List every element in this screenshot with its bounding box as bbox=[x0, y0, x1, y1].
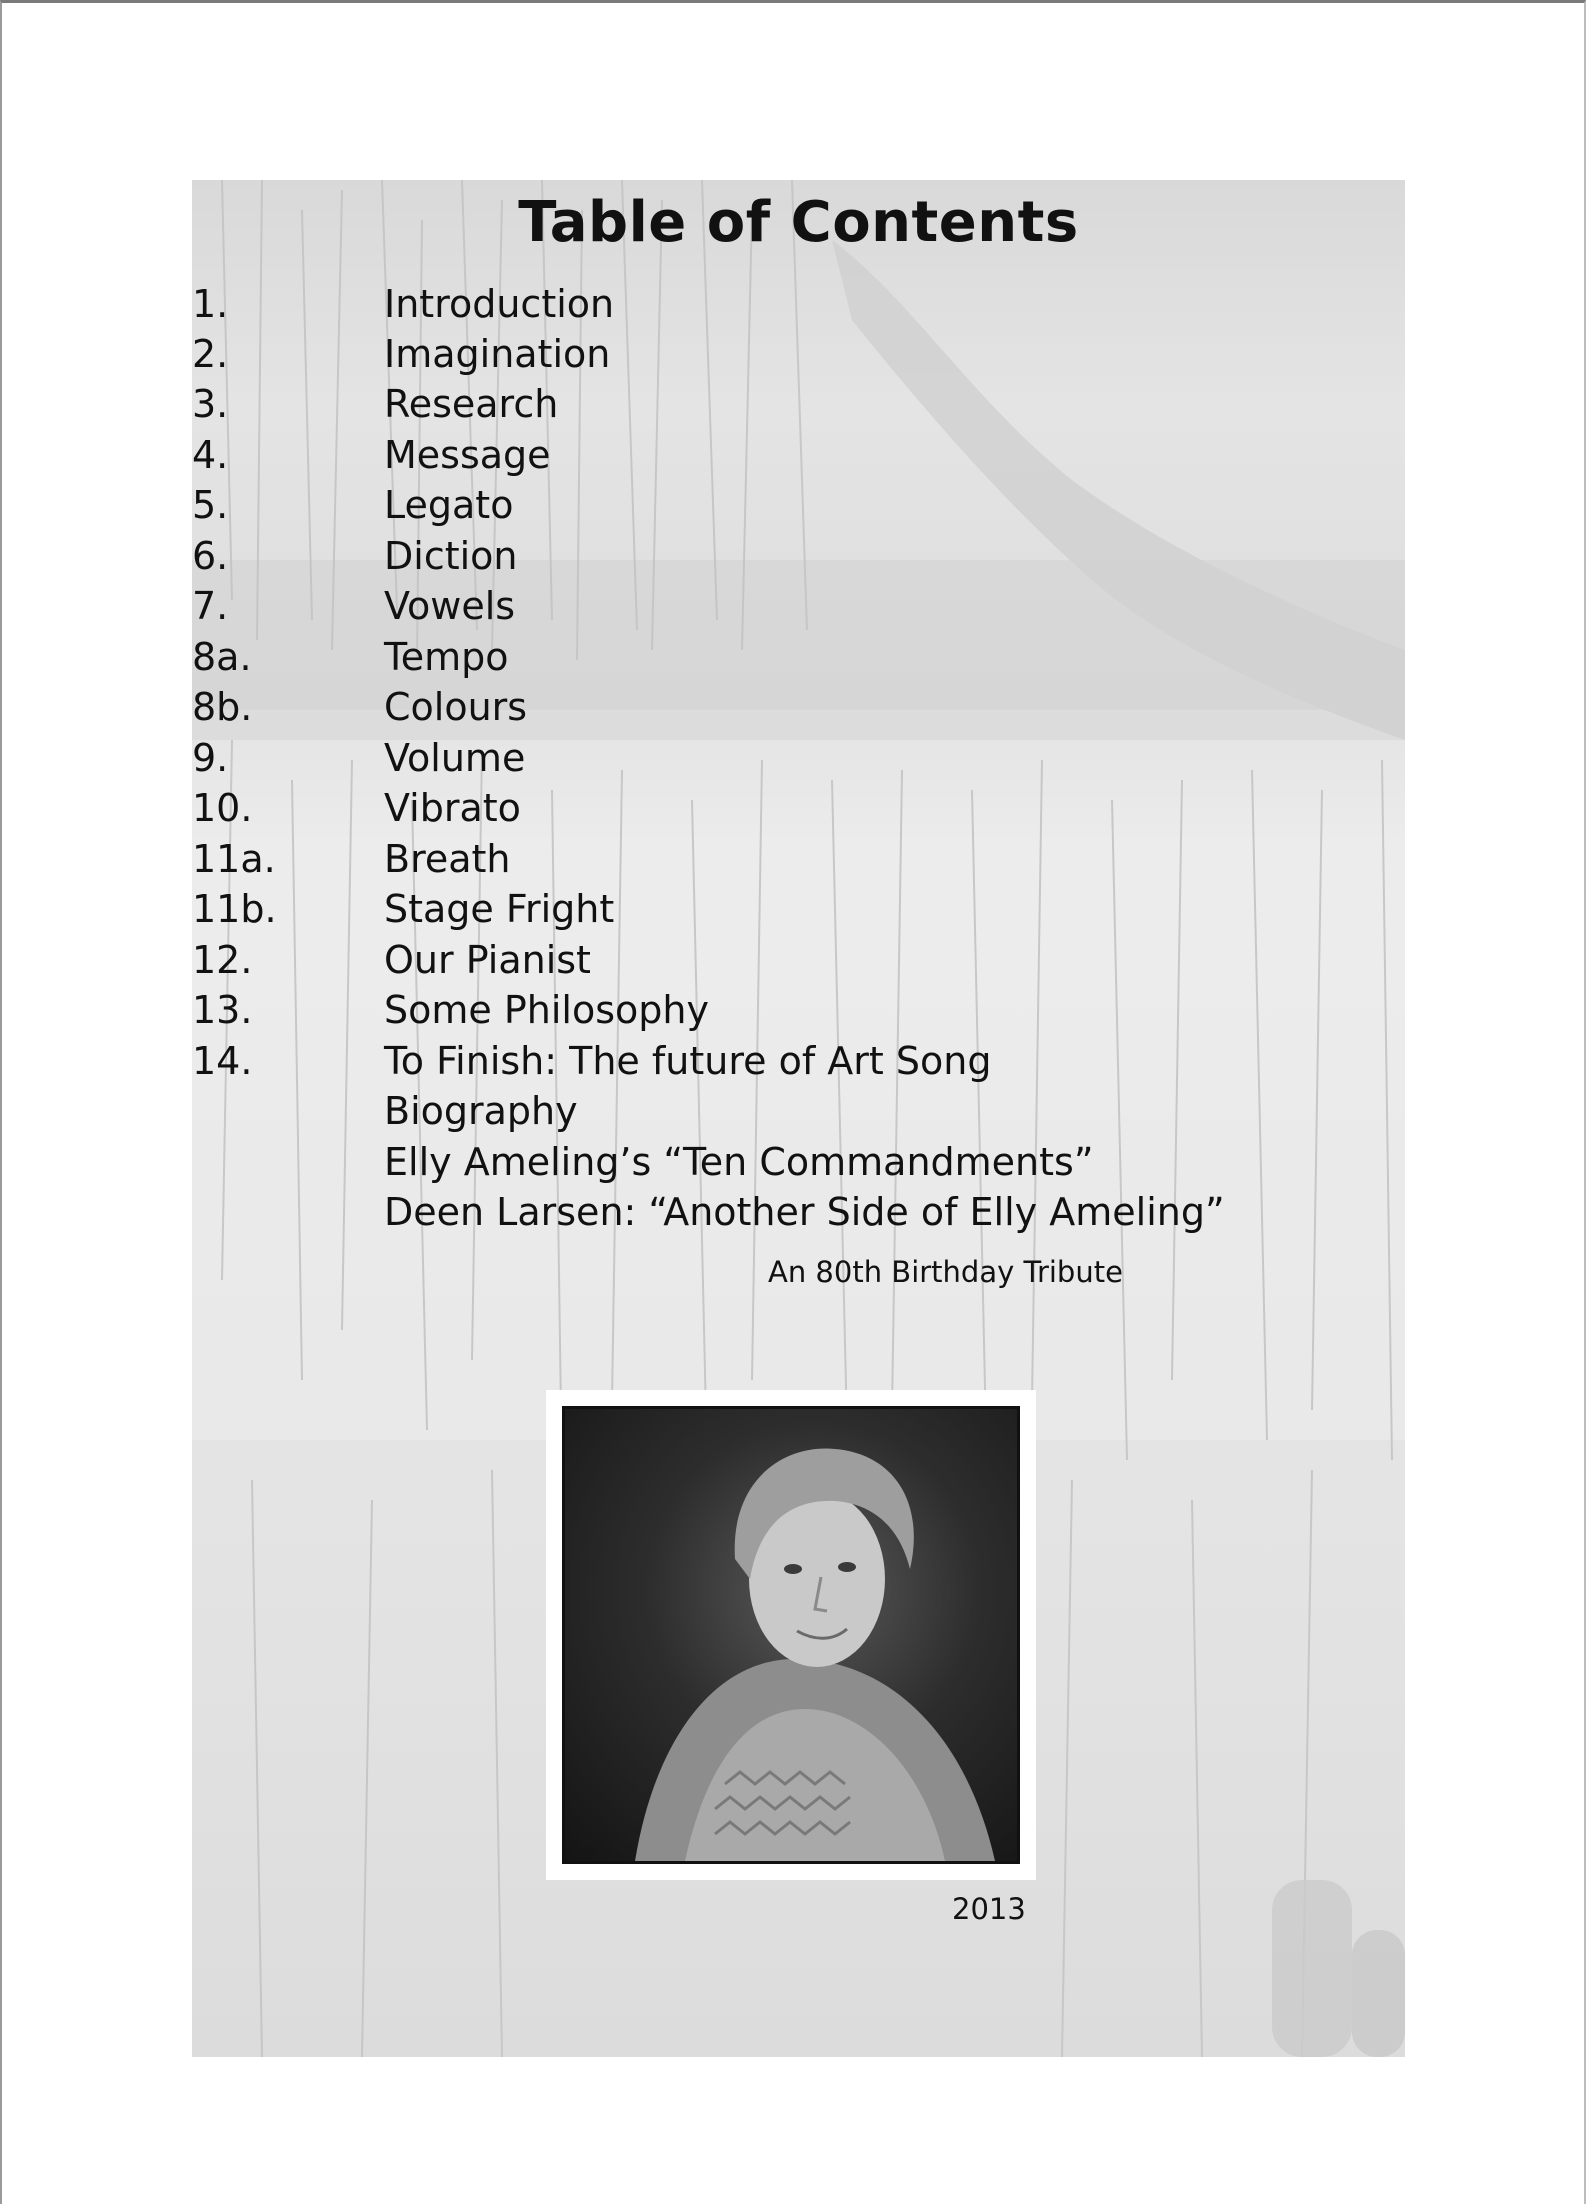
toc-label: Vowels bbox=[384, 584, 516, 628]
portrait-photo bbox=[562, 1406, 1020, 1864]
toc-label: To Finish: The future of Art Song bbox=[384, 1039, 992, 1083]
toc-number: 5. bbox=[192, 483, 229, 527]
page-title: Table of Contents bbox=[518, 190, 1079, 255]
toc-number: 3. bbox=[192, 382, 229, 426]
toc-number: 7. bbox=[192, 584, 229, 628]
toc-number: 9. bbox=[192, 736, 229, 780]
toc-label: Volume bbox=[384, 736, 526, 780]
toc-number: 10. bbox=[192, 786, 253, 830]
toc-number: 1. bbox=[192, 282, 229, 326]
toc-label: Our Pianist bbox=[384, 938, 591, 982]
toc-label: Introduction bbox=[384, 282, 615, 326]
subtitle: An 80th Birthday Tribute bbox=[768, 1255, 1123, 1289]
toc-label: Imagination bbox=[384, 332, 611, 376]
toc-label: Stage Fright bbox=[384, 887, 615, 931]
toc-number: 12. bbox=[192, 938, 253, 982]
toc-label: Legato bbox=[384, 483, 514, 527]
toc-number: 11a. bbox=[192, 837, 276, 881]
toc-number: 6. bbox=[192, 534, 229, 578]
toc-label: Colours bbox=[384, 685, 528, 729]
toc-number: 8a. bbox=[192, 635, 252, 679]
toc-label: Biography bbox=[384, 1089, 578, 1133]
table-of-contents-page bbox=[192, 180, 1405, 2057]
portrait-frame bbox=[546, 1390, 1036, 1880]
toc-label: Deen Larsen: “Another Side of Elly Ameling” bbox=[384, 1190, 1225, 1234]
year-label: 2013 bbox=[952, 1892, 1026, 1926]
toc-number: 11b. bbox=[192, 887, 277, 931]
toc-label: Diction bbox=[384, 534, 518, 578]
toc-label: Elly Ameling’s “Ten Commandments” bbox=[384, 1140, 1094, 1184]
toc-label: Message bbox=[384, 433, 551, 477]
toc-number: 2. bbox=[192, 332, 229, 376]
toc-label: Breath bbox=[384, 837, 511, 881]
toc-number: 13. bbox=[192, 988, 253, 1032]
toc-label: Vibrato bbox=[384, 786, 521, 830]
toc-label: Tempo bbox=[384, 635, 509, 679]
toc-label: Research bbox=[384, 382, 559, 426]
toc-label: Some Philosophy bbox=[384, 988, 709, 1032]
toc-number: 8b. bbox=[192, 685, 253, 729]
toc-number: 14. bbox=[192, 1039, 253, 1083]
toc-number: 4. bbox=[192, 433, 229, 477]
portrait-illustration bbox=[565, 1409, 1017, 1861]
